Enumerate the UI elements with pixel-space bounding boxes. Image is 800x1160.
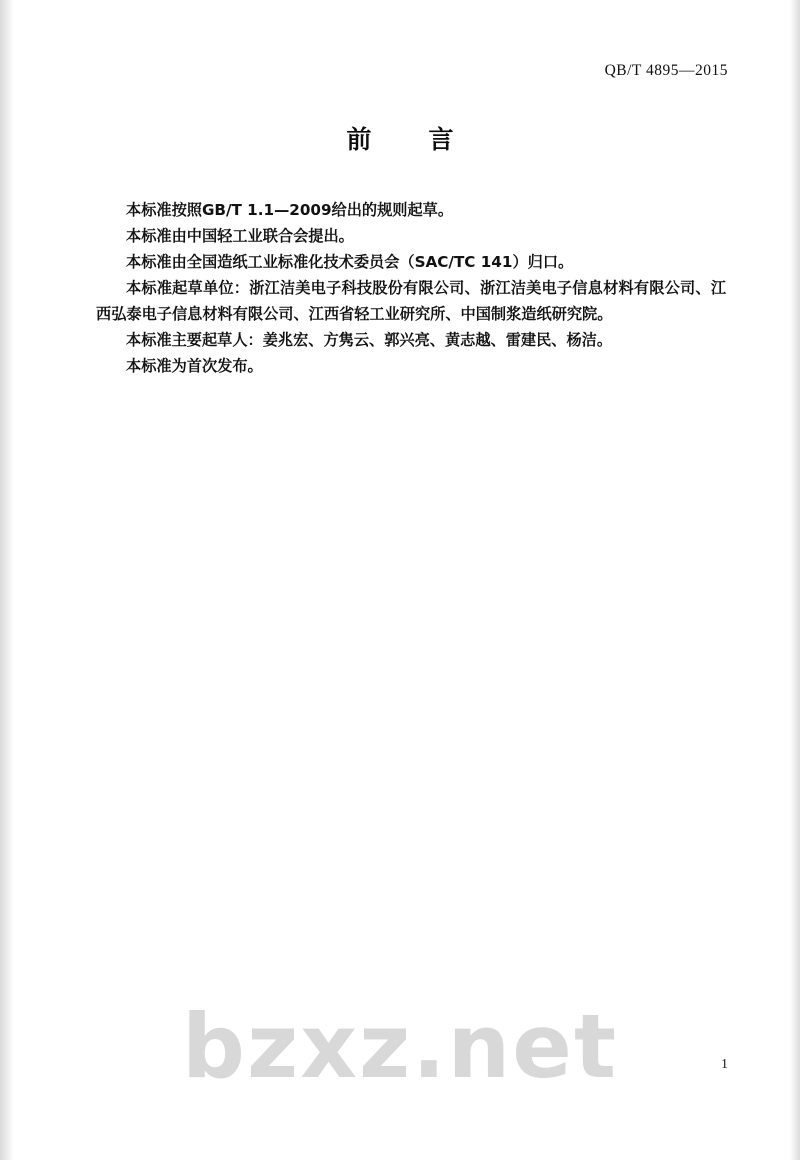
page-title: 前 言 bbox=[346, 125, 470, 154]
watermark: bzxz.net bbox=[181, 995, 619, 1098]
foreword-paragraph: 本标准主要起草人：姜兆宏、方隽云、郭兴亮、黄志越、雷建民、杨洁。 bbox=[126, 330, 612, 349]
foreword-body bbox=[96, 198, 726, 380]
foreword-paragraph: 本标准为首次发布。 bbox=[126, 356, 263, 375]
foreword-paragraph: 本标准按照GB/T 1.1—2009给出的规则起草。 bbox=[126, 201, 454, 219]
foreword-paragraph: 本标准由中国轻工业联合会提出。 bbox=[126, 227, 354, 245]
foreword-paragraph: 本标准由全国造纸工业标准化技术委员会（SAC/TC 141）归口。 bbox=[126, 253, 574, 271]
page-number: 1 bbox=[721, 1057, 728, 1072]
standard-code-header: QB/T 4895—2015 bbox=[604, 62, 728, 79]
foreword-paragraph: 本标准起草单位：浙江洁美电子科技股份有限公司、浙江洁美电子信息材料有限公司、江西弘泰电子信息材料有限公司、江西省轻工业研究所、中国制浆造纸研究院。 bbox=[96, 279, 726, 323]
